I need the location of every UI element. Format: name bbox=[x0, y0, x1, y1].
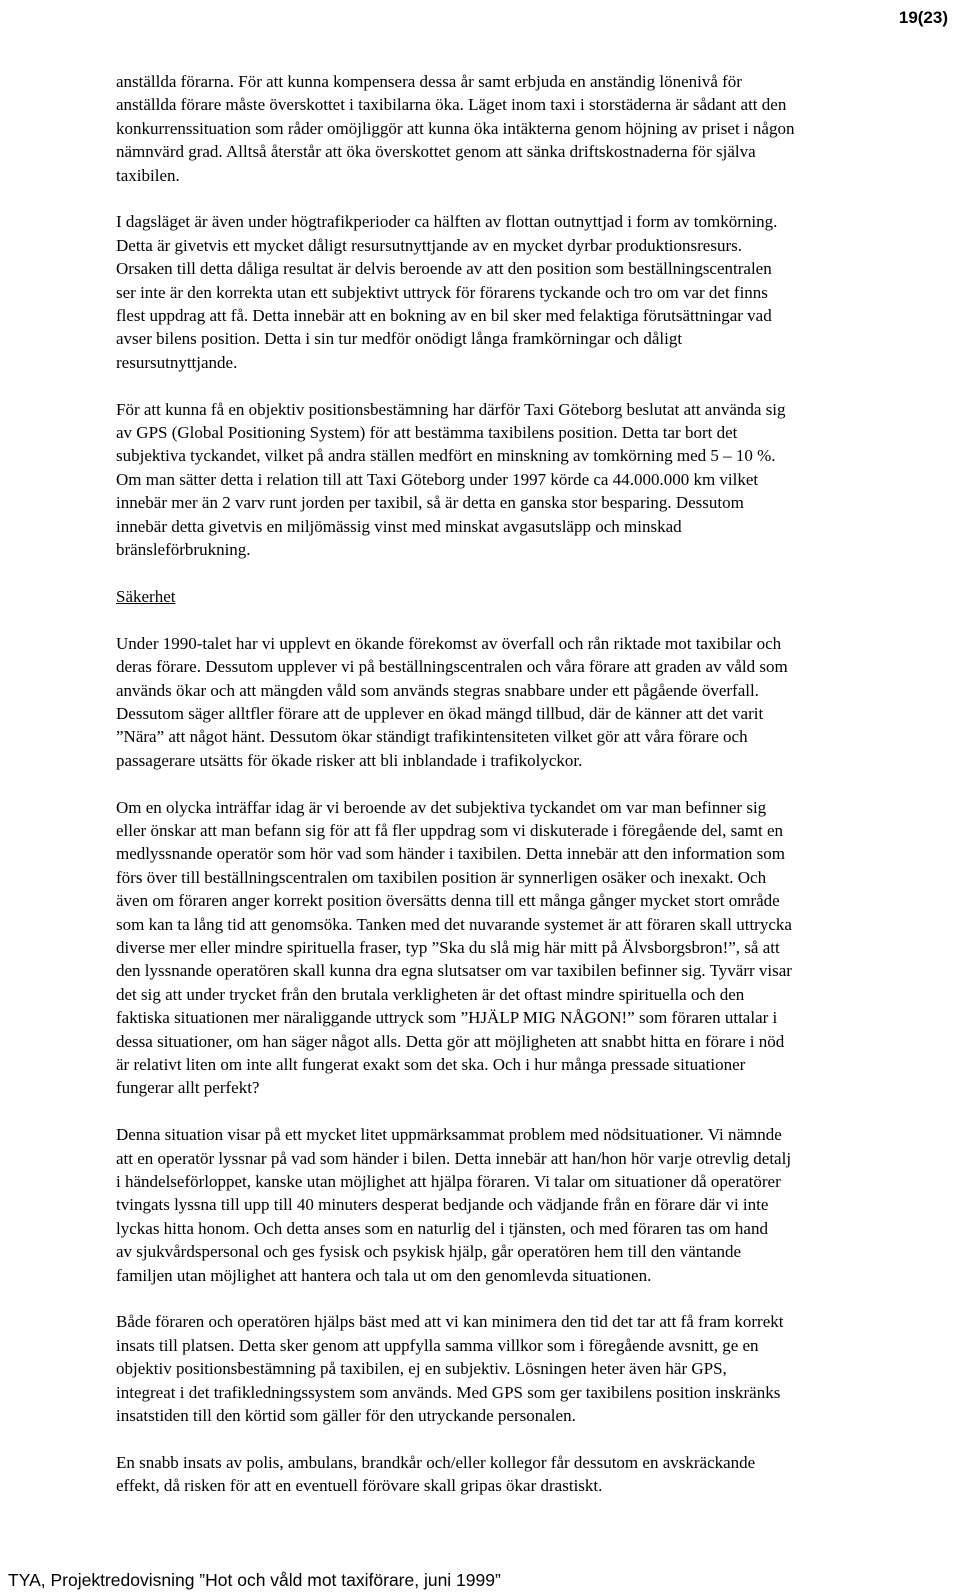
paragraph-deterrent-effect: En snabb insats av polis, ambulans, brandkår och/eller kollegor får dessutom en avskräckande effekt, då risken för att en eventuell förövare skall gripas ökar drastiskt. bbox=[116, 1452, 756, 1496]
paragraph-minimize-response-time: Både föraren och operatören hjälps bäst med att vi kan minimera den tid det tar att få fram korrekt insats till platsen. Detta sker genom att uppfylla samma villkor som i föregående avsnitt, ge en objektiv positionsbestämning på taxibilen, ej en subjektiv. Lösningen heter även här GPS, integreat i det trafikledningssystem som används. Med GPS som ger taxibilens position inskränks insatstiden till den körtid som gäller för den utryckande personalen. bbox=[116, 1312, 784, 1426]
page-number: 19(23) bbox=[898, 8, 948, 27]
paragraph-accident-position: Om en olycka inträffar idag är vi beroende av det subjektiva tyckandet om var man befinner sig eller önskar att man befann sig för att få fler uppdrag som vi diskuterade i föregående del, samt en medlyssnande operatör som hör vad som händer i taxibilen. Detta innebär att den information som förs över till beställningscentralen om taxibilen position är synnerligen osäker och inexakt. Och även om föraren anger korrekt position översätts denna till ett många gånger mycket stort område som kan ta lång tid att genomsöka. Tanken med det nuvarande systemet är att föraren skall uttrycka diverse mer eller mindre spirituella fraser, typ ”Ska du slå mig här mitt på Älvsborgsbron!”, så att den lyssnande operatören skall kunna dra egna slutsatser om var taxibilen befinner sig. Tyvärr visar det sig att under trycket från den brutala verkligheten är det oftast mindre spirituella och den faktiska situationen mer näraliggande uttryck som ”HJÄLP MIG NÅGON!” som föraren uttalar i dessa situationer, om han säger något alls. Detta gör att möjligheten att snabbt hitta en förare i nöd är relativt liten om inte allt fungerat exakt som det ska. Och i hur många pressade situationer fungerar allt perfekt? bbox=[116, 797, 792, 1098]
paragraph-emergency-operator: Denna situation visar på ett mycket litet uppmärksammat problem med nödsituationer. Vi nämnde att en operatör lyssnar på vad som händer i bilen. Detta innebär att han/hon hör varje otrevlig detalj i händelseförloppet, kanske utan möjlighet att hjälpa föraren. Vi talar om situationer då operatörer tvingats lyssna till upp till 40 minuters desperat bedjande och vädjande från en förare där vi inte lyckas hitta honom. Och detta anses som en naturlig del i tjänsten, och med föraren tas om hand av sjukvårdspersonal och ges fysisk och psykisk hjälp, går operatören hem till den väntande familjen utan möjlighet att hantera och tala ut om den genomlevda situationen. bbox=[116, 1125, 792, 1285]
document-body bbox=[116, 70, 942, 1521]
document-footer: TYA, Projektredovisning ”Hot och våld mot taxiförare, juni 1999” bbox=[8, 1570, 501, 1590]
paragraph-gps-positioning: För att kunna få en objektiv positionsbestämning har därför Taxi Göteborg beslutat att använda sig av GPS (Global Positioning System) för att bestämma taxibilens position. Detta tar bort det subjektiva tyckandet, vilket på andra ställen medfört en minskning av tomkörning med 5 – 10 %. Om man sätter detta i relation till att Taxi Göteborg under 1997 körde ca 44.000.000 km vilket innebär mer än 2 varv runt jorden per taxibil, så är detta en ganska stor besparing. Dessutom innebär detta givetvis en miljömässig vinst med minskat avgasutsläpp och minskad bränsleförbrukning. bbox=[116, 399, 786, 560]
paragraph-cost-reduction: anställda förarna. För att kunna kompensera dessa år samt erbjuda en anständig lönenivå för anställda förare måste överskottet i taxibilarna öka. Läget inom taxi i storstäderna är sådant att den konkurrenssituation som råder omöjliggör att kunna öka intäkterna genom höjning av priset i någon nämnvärd grad. Alltså återstår att öka överskottet genom att sänka driftskostnaderna för själva taxibilen. bbox=[116, 72, 795, 185]
section-heading-sakerhet: Säkerhet bbox=[116, 586, 176, 606]
paragraph-robberies: Under 1990-talet har vi upplevt en ökande förekomst av överfall och rån riktade mot taxibilar och deras förare. Dessutom upplever vi på beställningscentralen och våra förare att graden av våld som används ökar och att mängden våld som används stegras snabbare under ett pågående överfall. Dessutom säger alltfler förare att de upplever en ökad mängd tillbud, där de känner att det varit ”Nära” att något hänt. Dessutom ökar ständigt trafikintensiteten vilket gör att våra förare och passagerare utsätts för ökade risker att bli inblandade i trafikolyckor. bbox=[116, 633, 788, 770]
paragraph-empty-driving: I dagsläget är även under högtrafikperioder ca hälften av flottan outnyttjad i form av tomkörning. Detta är givetvis ett mycket dåligt resursutnyttjande av en mycket dyrbar produktionsresurs. Orsaken till detta dåliga resultat är delvis beroende av att den position som beställningscentralen ser inte är den korrekta utan ett subjektivt uttryck för förarens tyckande och tro om var det finns flest uppdrag att få. Detta innebär att en bokning av en bil sker med felaktiga förutsättningar vad avser bilens position. Detta i sin tur medför onödigt långa framkörningar och dåligt resursutnyttjande. bbox=[116, 212, 778, 372]
